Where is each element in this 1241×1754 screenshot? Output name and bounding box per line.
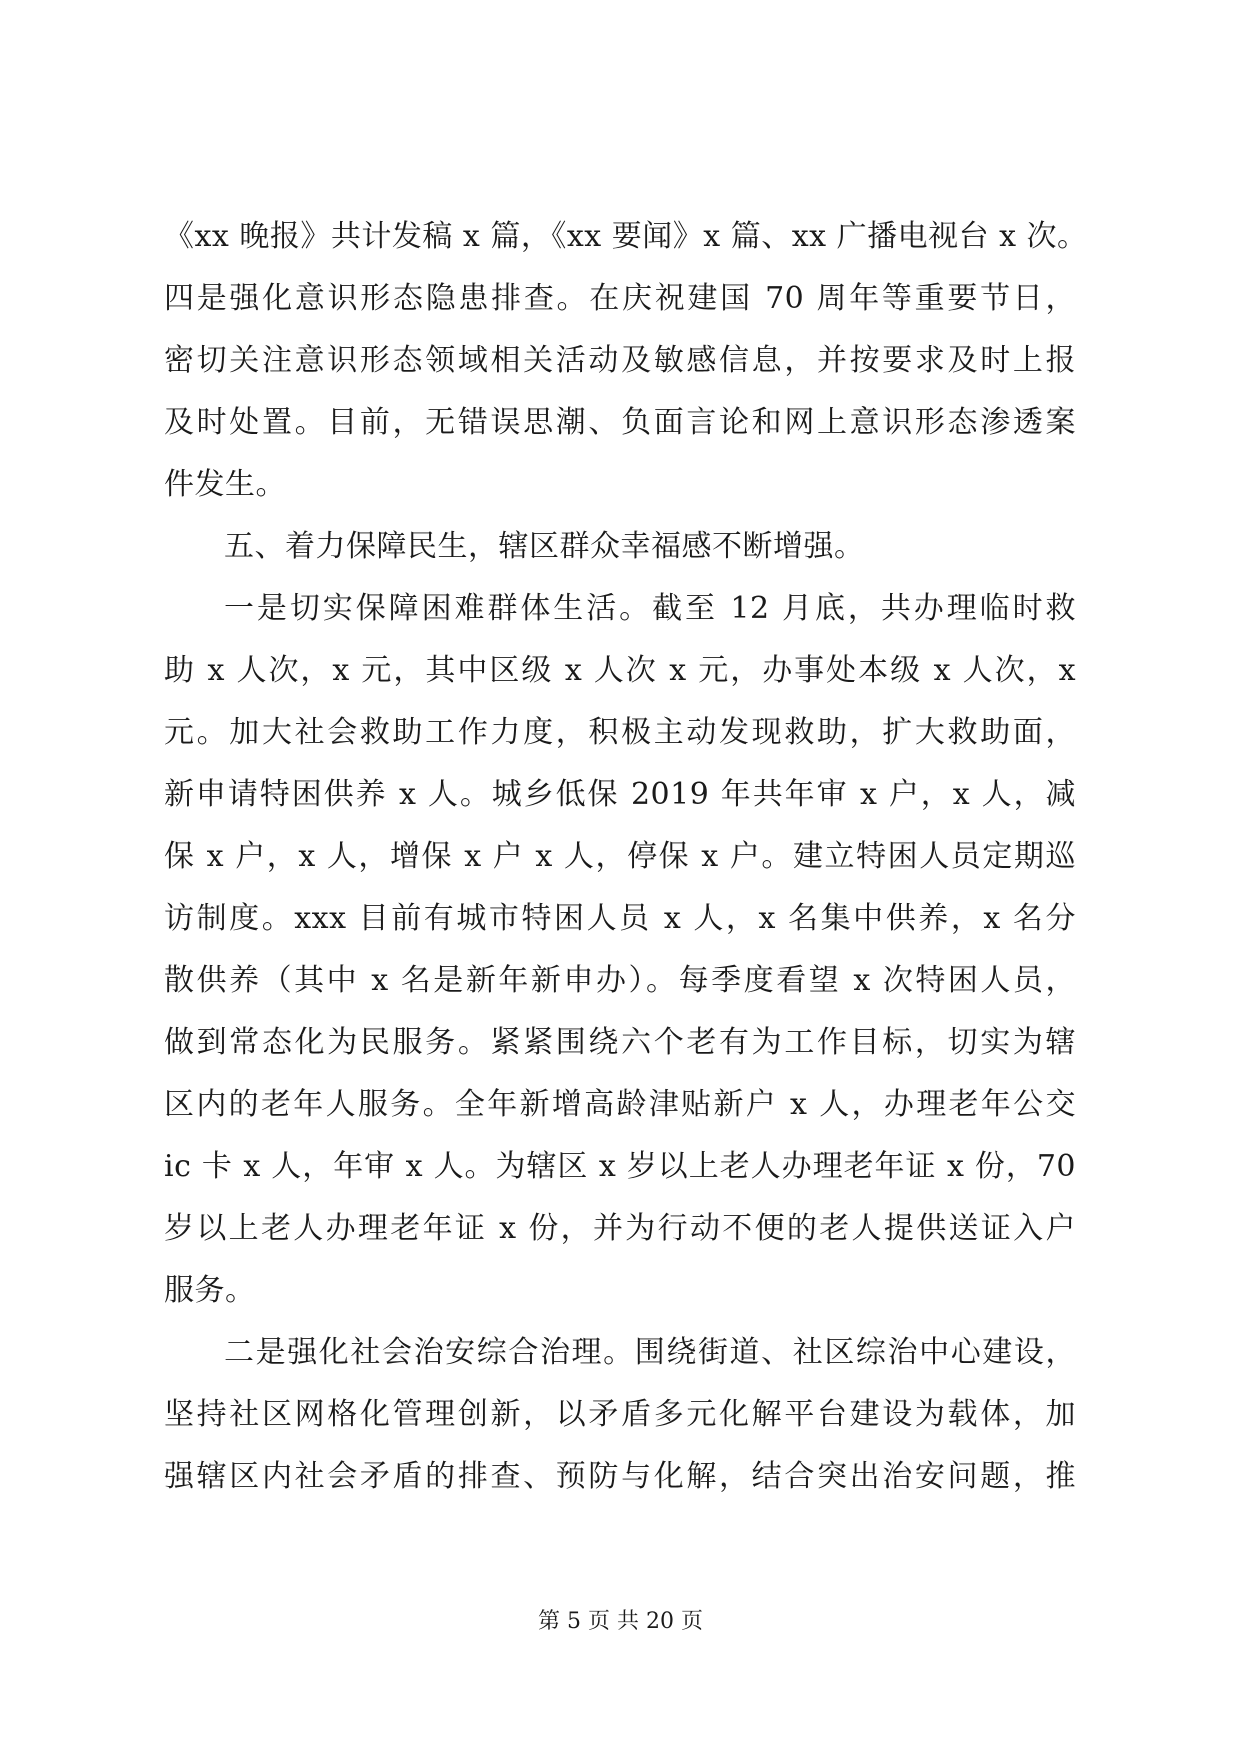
text-line: 强辖区内社会矛盾的排查、预防与化解，结合突出治安问题，推 <box>164 1459 1076 1494</box>
text-line: 四是强化意识形态隐患排查。在庆祝建国 70 周年等重要节日， <box>164 281 1076 316</box>
text-line: 做到常态化为民服务。紧紧围绕六个老有为工作目标，切实为辖 <box>164 1025 1076 1060</box>
text-line: 访制度。xxx 目前有城市特困人员 x 人，x 名集中供养，x 名分 <box>164 901 1076 936</box>
paragraph-first-line: 一是切实保障困难群体生活。截至 12 月底，共办理临时救 <box>224 591 1076 626</box>
text-line: 及时处置。目前，无错误思潮、负面言论和网上意识形态渗透案 <box>164 405 1076 440</box>
text-line: 散供养（其中 x 名是新年新申办）。每季度看望 x 次特困人员， <box>164 963 1076 998</box>
text-line: 件发生。 <box>164 467 286 502</box>
text-line: 岁以上老人办理老年证 x 份，并为行动不便的老人提供送证入户 <box>164 1211 1076 1246</box>
section-heading: 五、着力保障民生，辖区群众幸福感不断增强。 <box>224 529 865 564</box>
text-line: 区内的老年人服务。全年新增高龄津贴新户 x 人，办理老年公交 <box>164 1087 1076 1122</box>
text-line: 元。加大社会救助工作力度，积极主动发现救助，扩大救助面， <box>164 715 1076 750</box>
text-line: 密切关注意识形态领域相关活动及敏感信息，并按要求及时上报 <box>164 343 1076 378</box>
text-line: 新申请特困供养 x 人。城乡低保 2019 年共年审 x 户，x 人，减 <box>164 777 1076 812</box>
text-line: ic 卡 x 人，年审 x 人。为辖区 x 岁以上老人办理老年证 x 份，70 <box>164 1149 1076 1184</box>
text-line: 助 x 人次，x 元，其中区级 x 人次 x 元，办事处本级 x 人次，x <box>164 653 1076 688</box>
text-line: 服务。 <box>164 1273 256 1308</box>
page-number-footer: 第 5 页 共 20 页 <box>538 1609 703 1634</box>
text-line: 保 x 户，x 人，增保 x 户 x 人，停保 x 户。建立特困人员定期巡 <box>164 839 1076 874</box>
text-line: 《xx 晚报》共计发稿 x 篇，《xx 要闻》x 篇、xx 广播电视台 x 次。 <box>164 219 1088 254</box>
document-body <box>164 206 1088 1508</box>
paragraph-first-line: 二是强化社会治安综合治理。围绕街道、社区综治中心建设， <box>224 1335 1076 1370</box>
text-line: 坚持社区网格化管理创新，以矛盾多元化解平台建设为载体，加 <box>164 1397 1076 1432</box>
